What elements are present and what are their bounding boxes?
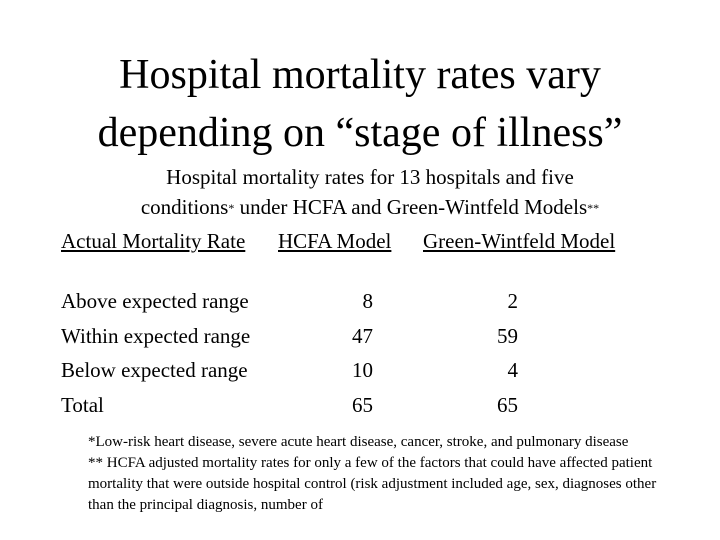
table-row [61, 390, 541, 425]
table-row [61, 286, 541, 321]
title-line-2: depending on “stage of illness” [97, 110, 623, 156]
green-wintfeld-value: 2 [507, 289, 518, 313]
hcfa-value: 8 [362, 289, 373, 313]
footnote-1: *Low-risk heart disease, severe acute heart disease, cancer, stroke, and pulmonary disease [88, 434, 629, 450]
column-header-hcfa: HCFA Model [278, 229, 392, 253]
hcfa-value: 10 [352, 358, 373, 382]
green-wintfeld-value: 59 [497, 323, 518, 348]
row-label: Within expected range [61, 323, 251, 348]
row-label: Total [61, 392, 104, 417]
table-caption [60, 162, 680, 223]
table-body [61, 286, 541, 424]
row-label: Below expected range [61, 358, 248, 382]
green-wintfeld-value: 4 [507, 358, 518, 382]
footnote-marker-2: ** [587, 201, 600, 215]
table-row [61, 321, 541, 356]
caption-line-2-start: conditions [140, 195, 229, 219]
column-header-actual-mortality: Actual Mortality Rate [61, 229, 246, 253]
caption-line-1: Hospital mortality rates for 13 hospitals and five [166, 165, 574, 189]
hcfa-value: 65 [352, 392, 373, 417]
caption-line-2-middle: under HCFA and Green-Wintfeld Models [234, 195, 588, 219]
column-header-green-wintfeld: Green-Wintfeld Model [423, 229, 616, 253]
footnotes [88, 432, 668, 516]
row-label: Above expected range [61, 289, 249, 313]
hcfa-value: 47 [352, 323, 373, 348]
footnote-2: ** HCFA adjusted mortality rates for only a few of the factors that could have affected patient mortality that were outside hospital control (risk adjustment included age, sex, diagnoses other than the principal diagnosis, number of [88, 455, 657, 513]
title-line-1: Hospital mortality rates vary [119, 52, 601, 98]
slide-title [0, 46, 720, 162]
green-wintfeld-value: 65 [497, 392, 518, 417]
footnote-marker-1: * [228, 201, 235, 215]
table-row [61, 355, 541, 390]
